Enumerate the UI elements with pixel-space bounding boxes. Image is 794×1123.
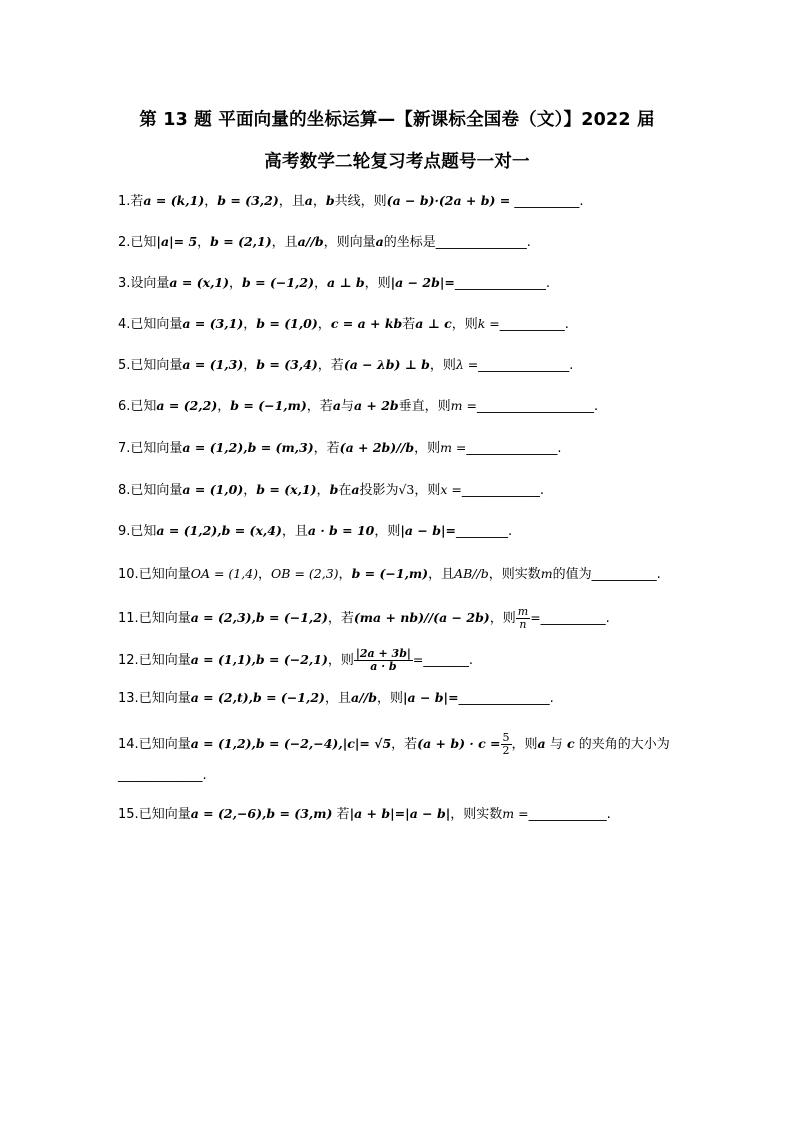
math-expr: b = (1,0) xyxy=(256,316,318,331)
question-1: 1.若a = (k,1)，b = (3,2)，且a，b共线，则(a − b)·(2a + b) = __________. xyxy=(118,193,584,209)
question-5: 5.已知向量a = (1,3)，b = (3,4)，若(a − λb) ⊥ b，则λ =______________. xyxy=(118,357,574,373)
math-expr: (a − λb) ⊥ b xyxy=(343,357,430,372)
answer-blank[interactable]: ____________ xyxy=(461,483,540,498)
question-number: 4. xyxy=(118,317,131,332)
answer-blank[interactable]: __________ xyxy=(540,611,606,626)
question-number: 14. xyxy=(118,737,139,752)
question-14: 14.已知向量a = (1,2),b = (−2,−4),|c|= √5，若(a + b) · c = $\frac{5}{2}$ ，则a 与 c 的夹角的大小为 xyxy=(118,731,670,757)
question-6: 6.已知a = (2,2)，b = (−1,m)，若a与a + 2b垂直，则m =__________________. xyxy=(118,398,599,414)
math-expr: a + 2b xyxy=(353,398,399,413)
math-expr: a = (x,1) xyxy=(169,275,230,290)
answer-blank[interactable]: ______________ xyxy=(454,276,546,291)
answer-blank[interactable]: ______________ xyxy=(466,441,558,456)
question-number: 3. xyxy=(118,276,131,291)
question-number: 9. xyxy=(118,524,131,539)
math-expr: a xyxy=(332,398,341,413)
math-expr: a xyxy=(375,234,384,249)
question-4: 4.已知向量a = (3,1)，b = (1,0)，c = a + kb若a ⊥ c，则k =__________. xyxy=(118,316,569,332)
question-number: 12. xyxy=(118,653,139,668)
question-number: 10. xyxy=(118,567,139,582)
math-expr: k = xyxy=(477,316,500,331)
document-title-line-2: 高考数学二轮复习考点题号一对一 xyxy=(264,152,530,172)
answer-blank[interactable]: _______ xyxy=(423,653,469,668)
math-expr: a = (1,0) xyxy=(182,482,244,497)
math-expr: b = (3,4) xyxy=(256,357,318,372)
math-expr: b = (−1,2) xyxy=(242,275,315,290)
question-number: 5. xyxy=(118,358,131,373)
question-15: 15.已知向量a = (2,−6),b = (3,m) 若|a + b|=|a − b|，则实数m =____________. xyxy=(118,806,611,822)
math-expr: b = (−1,m) xyxy=(230,398,307,413)
math-expr: b = (3,2) xyxy=(217,193,279,208)
answer-blank[interactable]: _____________ xyxy=(118,768,203,783)
question-number: 13. xyxy=(118,691,139,706)
question-3: 3.设向量a = (x,1)，b = (−1,2)，a ⊥ b，则|a − 2b|=______________. xyxy=(118,275,551,291)
fraction: $\frac{m}{n}$ xyxy=(517,605,529,631)
question-7: 7.已知向量a = (1,2),b = (m,3)，若(a + 2b)//b，则m =______________. xyxy=(118,440,562,456)
math-expr: λ = xyxy=(455,357,479,372)
question-number: 15. xyxy=(118,807,139,822)
math-expr: a//b xyxy=(297,234,324,249)
math-expr: a ⊥ c xyxy=(415,316,452,331)
answer-blank[interactable]: ______________ xyxy=(478,358,570,373)
answer-blank[interactable]: __________ xyxy=(499,317,565,332)
math-expr: a = (1,2),b = (x,4) xyxy=(156,523,282,538)
math-expr: |a − b|= xyxy=(402,690,459,705)
sqrt-expr: √3 xyxy=(398,482,415,497)
math-expr: a = (3,1) xyxy=(182,316,244,331)
answer-blank[interactable]: ______________ xyxy=(458,691,550,706)
math-expr: a = (2,3),b = (−1,2) xyxy=(190,610,328,625)
answer-blank[interactable]: ________ xyxy=(455,524,508,539)
vector-AB-expr: AB//b xyxy=(454,566,489,581)
math-expr: a xyxy=(304,193,313,208)
question-13: 13.已知向量a = (2,t),b = (−1,2)，且a//b，则|a − b|=______________. xyxy=(118,690,554,706)
question-12: 12.已知向量a = (1,1),b = (−2,1)，则 $\frac{|2a + 3b|}{a \cdot b}$ =_______. xyxy=(118,647,474,673)
math-expr: a//b xyxy=(350,690,377,705)
math-expr: b = (x,1) xyxy=(256,482,317,497)
math-expr: a = (2,−6),b = (3,m) xyxy=(190,806,333,821)
answer-blank[interactable]: __________________ xyxy=(476,399,594,414)
math-expr: |a|= 5 xyxy=(156,234,198,249)
math-expr: m = xyxy=(450,398,477,413)
answer-blank[interactable]: __________ xyxy=(514,194,580,209)
math-expr: (a + b) · c = xyxy=(417,736,501,751)
question-11: 11.已知向量a = (2,3),b = (−1,2)，若(ma + nb)//(a − 2b)，则 $\frac{m}{n}$ =__________. xyxy=(118,605,610,631)
question-number: 11. xyxy=(118,611,139,626)
question-number: 6. xyxy=(118,399,131,414)
math-expr: m = xyxy=(440,440,467,455)
vector-OB-expr: OB = (2,3) xyxy=(271,566,339,581)
math-expr: (ma + nb)//(a − 2b) xyxy=(353,610,490,625)
fraction: $\frac{|2a + 3b|}{a \cdot b}$ xyxy=(355,647,411,673)
answer-blank[interactable]: __________ xyxy=(591,567,657,582)
math-expr: a = (1,3) xyxy=(182,357,244,372)
question-14-answer-line: _____________. xyxy=(118,768,207,783)
math-expr: a = (1,1),b = (−2,1) xyxy=(190,652,328,667)
fraction: $\frac{5}{2}$ xyxy=(502,731,510,757)
math-expr: c = a + kb xyxy=(330,316,403,331)
math-expr: c xyxy=(566,736,575,751)
math-expr: (a − b)·(2a + b) = xyxy=(386,193,511,208)
math-expr: |a − b|= xyxy=(400,523,456,538)
question-number: 2. xyxy=(118,235,131,250)
math-expr: a = (1,2),b = (m,3) xyxy=(182,440,314,455)
math-expr: |a − 2b|= xyxy=(390,275,455,290)
math-expr: a = (1,2),b = (−2,−4),|c|= √5 xyxy=(190,736,392,751)
question-number: 1. xyxy=(118,194,131,209)
answer-blank[interactable]: ______________ xyxy=(435,235,527,250)
math-expr: b = (2,1) xyxy=(210,234,272,249)
question-2: 2.已知|a|= 5，b = (2,1)，且a//b，则向量a的坐标是______________. xyxy=(118,234,531,250)
math-expr: |a + b|=|a − b| xyxy=(349,806,451,821)
document-title-line-1: 第 13 题 平面向量的坐标运算—【新课标全国卷（文）】2022 届 xyxy=(139,110,655,130)
vector-OA-expr: OA = (1,4) xyxy=(190,566,259,581)
math-expr: m xyxy=(540,566,553,581)
question-9: 9.已知a = (1,2),b = (x,4)，且a · b = 10，则|a − b|=________. xyxy=(118,523,513,539)
math-expr: b xyxy=(329,482,339,497)
math-expr: m = xyxy=(502,806,529,821)
math-expr: a = (k,1) xyxy=(143,193,205,208)
math-expr: (a + 2b)//b xyxy=(339,440,415,455)
math-expr: a ⊥ b xyxy=(327,275,365,290)
math-expr: a = (2,t),b = (−1,2) xyxy=(190,690,325,705)
answer-blank[interactable]: ____________ xyxy=(528,807,607,822)
math-expr: x = xyxy=(440,482,462,497)
math-expr: a xyxy=(537,736,546,751)
question-number: 7. xyxy=(118,441,131,456)
question-10: 10.已知向量OA = (1,4)，OB = (2,3)，b = (−1,m)，且AB//b，则实数m的值为__________. xyxy=(118,566,661,582)
math-expr: a = (2,2) xyxy=(156,398,218,413)
question-number: 8. xyxy=(118,483,131,498)
math-expr: a · b = 10 xyxy=(307,523,375,538)
math-expr: b = (−1,m) xyxy=(351,566,429,581)
question-8: 8.已知向量a = (1,0)，b = (x,1)，b在a投影为√3，则x =____________. xyxy=(118,482,545,498)
math-expr: b xyxy=(325,193,335,208)
math-expr: a xyxy=(351,482,360,497)
